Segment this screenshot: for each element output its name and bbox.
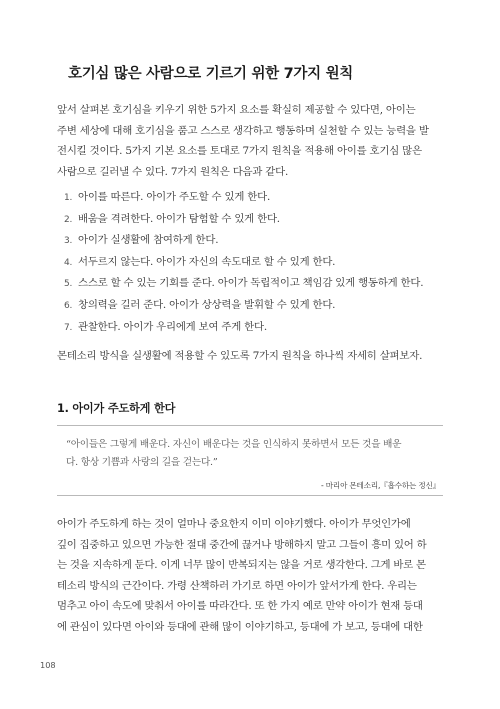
list-item-number: 7. <box>64 322 73 333</box>
quote-line: “아이들은 그렇게 배운다. 자신이 배운다는 것을 인식하지 못하면서 모든 것을 배운 <box>66 439 402 450</box>
body-line: 깊이 집중하고 있으면 가능한 절대 중간에 끊거나 방해하지 말고 그들이 흥미 있어 하 <box>57 538 427 551</box>
list-item-number: 1. <box>64 193 73 203</box>
intro-line: 주변 세상에 대해 호기심을 품고 스스로 생각하고 행동하며 실천할 수 있는 능력을 발 <box>57 124 429 137</box>
list-item <box>57 230 447 252</box>
list-item <box>57 273 447 295</box>
intro-line: 앞서 살펴본 호기심을 키우기 위한 5가지 요소를 확실히 제공할 수 있다면, 아이는 <box>57 104 416 116</box>
intro-line: 전시킬 것이다. 5가지 기본 요소를 토대로 7가지 원칙을 적용해 아이를 호기심 많은 <box>57 145 422 157</box>
page-number: 108 <box>40 660 56 670</box>
list-item-text: 아이가 실생활에 참여하게 한다. <box>78 234 219 247</box>
body-paragraph <box>57 514 443 637</box>
body-line: 멈추고 아이 속도에 맞춰서 아이를 따라간다. 또 한 가지 예로 만약 아이가 현재 등대 <box>57 600 423 612</box>
list-item-number: 6. <box>64 300 73 311</box>
list-item-text: 관찰한다. 아이가 우리에게 보여 주게 한다. <box>78 320 267 333</box>
list-item <box>57 187 447 209</box>
list-item-number: 3. <box>64 236 73 247</box>
epigraph-quote <box>66 436 440 472</box>
list-item-text: 아이를 따른다. 아이가 주도할 수 있게 한다. <box>78 191 271 203</box>
list-item-text: 배움을 격려한다. 아이가 탐험할 수 있게 한다. <box>78 212 280 225</box>
list-item-number: 2. <box>64 214 73 225</box>
quote-top-divider <box>57 425 443 426</box>
list-item-text: 서두르지 않는다. 아이가 자신의 속도대로 할 수 있게 한다. <box>78 255 336 268</box>
list-item-number: 5. <box>64 279 73 290</box>
section-heading: 1. 아이가 주도하게 한다 <box>57 402 176 415</box>
body-line: 아이가 주도하게 하는 것이 얼마나 중요한지 이미 이야기했다. 아이가 무엇인가에 <box>57 518 411 530</box>
list-item-text: 창의력을 길러 준다. 아이가 상상력을 발휘할 수 있게 한다. <box>78 298 336 311</box>
list-item <box>57 252 447 274</box>
intro-paragraph <box>57 100 443 182</box>
chapter-title: 호기심 많은 사람으로 기르기 위한 7가지 원칙 <box>68 66 354 82</box>
principles-list <box>57 187 447 338</box>
quote-line: 다. 항상 기쁨과 사랑의 길을 걷는다.” <box>66 457 218 468</box>
quote-bottom-divider <box>57 495 443 496</box>
list-item <box>57 209 447 231</box>
intro-line: 사람으로 길러낼 수 있다. 7가지 원칙은 다음과 같다. <box>57 165 289 178</box>
body-line: 는 것을 지속하게 둔다. 이게 너무 많이 반복되지는 않을 거로 생각한다. 그게 바로 몬 <box>57 559 426 571</box>
list-item <box>57 317 447 339</box>
quote-attribution: - 마리아 몬테소리,『흡수하는 정신』 <box>321 481 440 490</box>
list-item-number: 4. <box>64 257 73 268</box>
body-line: 테소리 방식의 근간이다. 가령 산책하러 가기로 하면 아이가 앞서가게 한다. 우리는 <box>57 579 417 592</box>
summary-paragraph: 몬테소리 방식을 실생활에 적용할 수 있도록 7가지 원칙을 하나씩 자세히 살펴보자. <box>57 350 423 362</box>
list-item <box>57 295 447 317</box>
list-item-text: 스스로 할 수 있는 기회를 준다. 아이가 독립적이고 책임감 있게 행동하게 한다. <box>78 277 424 290</box>
body-line: 에 관심이 있다면 아이와 등대에 관해 많이 이야기하고, 등대에 가 보고, 등대에 대한 <box>57 620 423 633</box>
